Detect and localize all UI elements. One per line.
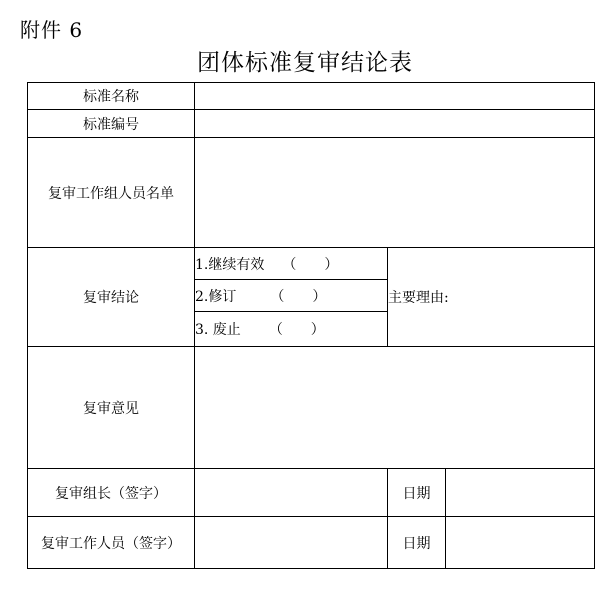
review-opinion-field[interactable] [195,347,595,469]
leader-sign-label: 复审组长（签字） [28,469,195,517]
staff-date-label: 日期 [388,517,446,569]
staff-date-field[interactable] [446,517,595,569]
review-group-members-row [28,138,595,248]
review-opinion-label: 复审意见 [28,347,195,469]
review-group-members-label: 复审工作组人员名单 [28,138,195,248]
option-abolish-text: 3. 废止 [195,322,241,338]
leader-sign-field[interactable] [195,469,388,517]
attachment-label: 附件 6 [20,18,84,42]
staff-sign-label: 复审工作人员（签字） [28,517,195,569]
leader-date-label: 日期 [388,469,446,517]
option-revise-paren: （ ） [270,288,327,305]
option-continue-valid-paren: （ ） [282,256,339,273]
standard-name-label: 标准名称 [28,83,195,110]
staff-sign-field[interactable] [195,517,388,569]
staff-sign-row [28,517,595,569]
leader-sign-row [28,469,595,517]
review-opinion-row [28,347,595,469]
main-reason-label: 主要理由: [388,290,449,306]
option-revise[interactable] [195,280,388,312]
main-reason-field[interactable] [388,248,595,347]
option-abolish-paren: （ ） [268,322,325,338]
review-conclusion-label: 复审结论 [28,248,195,347]
conclusion-row-1 [28,248,595,280]
standard-name-field[interactable] [195,83,595,110]
option-continue-valid[interactable] [195,248,388,280]
form-title: 团体标准复审结论表 [197,50,413,76]
review-group-members-field[interactable] [195,138,595,248]
standard-number-row [28,110,595,138]
review-conclusion-table [27,82,595,569]
standard-number-field[interactable] [195,110,595,138]
leader-date-field[interactable] [446,469,595,517]
option-abolish[interactable] [195,312,388,347]
standard-number-label: 标准编号 [28,110,195,138]
standard-name-row [28,83,595,110]
option-continue-valid-text: 1.继续有效 [195,256,265,273]
option-revise-text: 2.修订 [195,288,237,305]
